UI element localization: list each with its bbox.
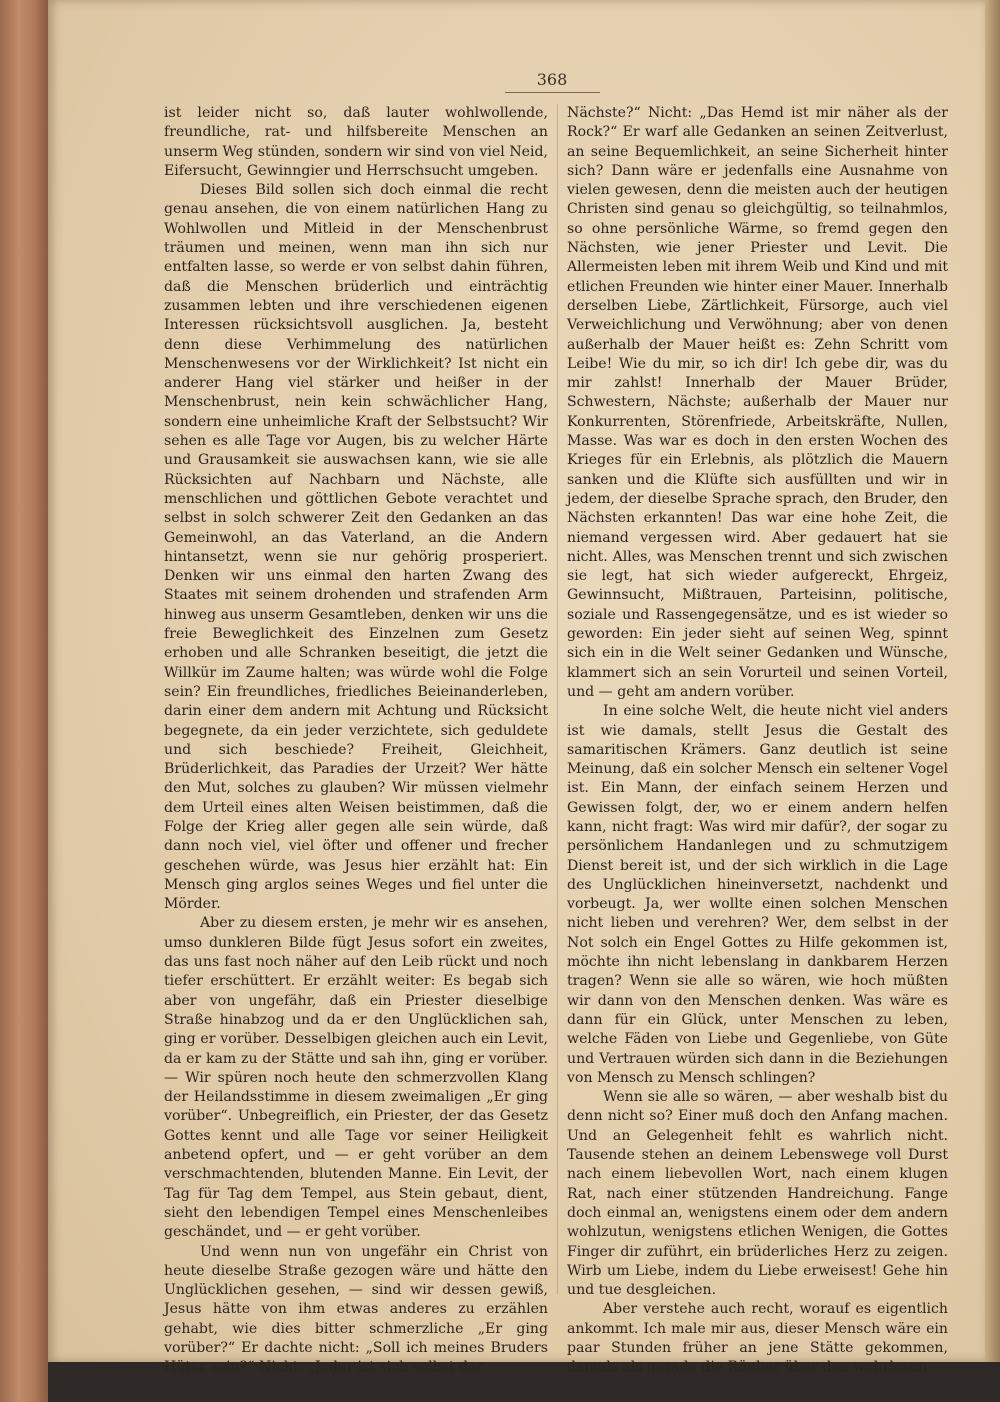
header-rule (505, 92, 600, 93)
paragraph: ist leider nicht so, daß lauter wohlwollende, freundliche, rat- und hilfsbereite Menschen an unserm Weg stünden, sondern wir sind von viel Neid, Eifersucht, Gewinngier und Herrschsucht umgeben. (164, 105, 548, 179)
book-binding (0, 0, 49, 1402)
paragraph: Und wenn nun von ungefähr ein Christ von heute dieselbe Straße gezogen wäre und hätte den Unglücklichen gesehen, — sind wir dessen gewiß, Jesus hätte von ihm etwas anderes zu erzählen gehabt, wie dies bitter schmerzliche „Er ging vorüber?“ Er dachte nicht: „Soll ich meines Bruders Hüter sein?“ Nicht: „Jeder ist sich selbst der (164, 1243, 548, 1376)
paragraph: Wenn sie alle so wären, — aber weshalb bist du denn nicht so? Einer muß doch den Anfang machen. Und an Gelegenheit fehlt es wahrlich nicht. Tausende stehen an deinem Lebenswege voll Durst nach einem liebevollen Wort, nach einem klugen Rat, nach einer stützenden Handreichung. Fange doch einmal an, wenigstens einem oder dem andern wohlzutun, wenigstens etlichen Wenigen, die Gottes Finger dir zuführt, ein brüderliches Herz zu zeigen. Wirb um Liebe, indem du Liebe erweisest! Gehe hin und tue desgleichen. (567, 1089, 948, 1299)
left-column (164, 104, 548, 1378)
column-divider (557, 104, 558, 1294)
paragraph: Aber verstehe auch recht, worauf es eigentlich ankommt. Ich male mir aus, dieser Mensch wäre ein paar Stunden früher an jene Stätte gekommen, damals als gerade die Räuber über den wehrlosen (567, 1301, 948, 1376)
paragraph: Nächste?“ Nicht: „Das Hemd ist mir näher als der Rock?“ Er warf alle Gedanken an seinen Zeitverlust, an seine Bequemlichkeit, an seine Sicherheit hinter sich? Dann wäre er jedenfalls eine Ausnahme von vielen gewesen, denn die meisten auch der heutigen Christen sind genau so gleichgültig, so teilnahmlos, so ohne persönliche Wärme, so fremd gegen den Nächsten, wie jener Priester und Levit. Die Allermeisten leben mit ihrem Weib und Kind und mit etlichen Freunden wie hinter einer Mauer. Innerhalb derselben Liebe, Zärtlichkeit, Fürsorge, auch viel Verweichlichung und Verwöhnung; aber von denen außerhalb der Mauer heißt es: Zehn Schritt vom Leibe! Wie du mir, so ich dir! Ich gebe dir, was du mir zahlst! Innerhalb der Mauer Brüder, Schwestern, Nächste; außerhalb der Mauer nur Konkurrenten, Störenfriede, Arbeitskräfte, Nullen, Masse. Was war es doch in den ersten Wochen des Krieges für ein Erlebnis, als plötzlich die Mauern sanken und die Klüfte sich ausfüllten und wir in jedem, der dieselbe Sprache sprach, den Bruder, den Nächsten erkannten! Das war eine hohe Zeit, die niemand vergessen wird. Aber gedauert hat sie nicht. Alles, was Menschen trennt und sich zwischen sie legt, hat sich wieder aufgereckt, Ehrgeiz, Gewinnsucht, Mißtrauen, Parteisinn, politische, soziale und Rassengegensätze, und es ist wieder so geworden: Ein jeder sieht auf seinen Weg, spinnt sich ein in die Welt seiner Gedanken und Wünsche, klammert sich an sein Vorurteil und seinen Vorteil, und — geht am andern vorüber. (567, 105, 948, 700)
page-edge (985, 0, 1000, 1362)
paragraph: Aber zu diesem ersten, je mehr wir es ansehen, umso dunkleren Bilde fügt Jesus sofort ein zweites, das uns fast noch näher auf den Leib rückt und noch tiefer erschüttert. Er erzählt weiter: Es begab sich aber von ungefähr, daß ein Priester dieselbige Straße hinabzog und da er den Unglücklichen sah, ging er vorüber. Desselbigen gleichen auch ein Levit, da er kam zu der Stätte und sah ihn, ging er vorüber. — Wir spüren noch heute den schmerzvollen Klang der Heilandsstimme in diesem zweimaligen „Er ging vorüber“. Unbegreiflich, ein Priester, der das Gesetz Gottes kennt und alle Tage vor seiner Heiligkeit anbetend opfert, und — er geht vorüber an dem verschmachtenden, blutenden Manne. Ein Levit, der Tag für Tag dem Tempel, aus Stein gebaut, dient, sieht den lebendigen Tempel eines Menschenleibes geschändet, und — er geht vorüber. (164, 915, 548, 1241)
page-number: 368 (536, 70, 568, 89)
paragraph: Dieses Bild sollen sich doch einmal die recht genau ansehen, die von einem natürlichen Hang zu Wohlwollen und Mitleid in der Menschenbrust träumen und meinen, wenn man ihn sich nur entfalten lasse, so werde er von selbst dahin führen, daß die Menschen brüderlich und einträchtig zusammen lebten und ihre verschiedenen eigenen Interessen rücksichtsvoll ausglichen. Ja, besteht denn diese Verhimmelung des natürlichen Menschenwesens vor der Wirklichkeit? Ist nicht ein anderer Hang viel stärker und heißer in der Menschenbrust, nein kein schwächlicher Hang, sondern eine unheimliche Kraft der Selbstsucht? Wir sehen es alle Tage vor Augen, bis zu welcher Härte und Grausamkeit sie auswachsen kann, wie sie alle Rücksichten auf Nachbarn und Nächste, alle menschlichen und göttlichen Gebote verachtet und selbst in solch schwerer Zeit den Gedanken an das Gemeinwohl, an das Vaterland, an die Andern hintansetzt, wenn sie nur gehörig prosperiert. Denken wir uns einmal den harten Zwang des Staates mit seinem drohenden und strafenden Arm hinweg aus unserm Gesamtleben, denken wir uns die freie Beweglichkeit des Einzelnen zum Gesetz erhoben und alle Schranken beseitigt, die jetzt die Willkür im Zaume halten; was würde wohl die Folge sein? Ein freundliches, friedliches Beieinanderleben, darin einer dem andern mit Achtung und Rücksicht begegnete, da ein jeder verzichtete, sich geduldete und sich beschiede? Freiheit, Gleichheit, Brüderlichkeit, das Paradies der Urzeit? Wer hätte den Mut, solches zu glauben? Wir müssen vielmehr dem Urteil eines alten Weisen beistimmen, daß die Folge der Krieg aller gegen alle sein würde, daß dann noch viel, viel öfter und offener und frecher geschehen würde, was Jesus hier erzählt hat: Ein Mensch ging arglos seines Weges und fiel unter die Mörder. (164, 182, 548, 913)
right-column (567, 104, 948, 1378)
paragraph: In eine solche Welt, die heute nicht viel anders ist wie damals, stellt Jesus die Gestalt des samaritischen Krämers. Ganz deutlich ist seine Meinung, daß ein solcher Mensch ein seltener Vogel ist. Ein Mann, der einfach seinem Herzen und Gewissen folgt, der, wo er einem andern helfen kann, nicht fragt: Was wird mir dafür?, der sogar zu persönlichem Handanlegen und zu schmutzigem Dienst bereit ist, und der sich wirklich in die Lage des Unglücklichen hineinversetzt, nachdenkt und vorbeugt. Ja, wer wollte einen solchen Menschen nicht lieben und verehren? Wer, dem selbst in der Not solch ein Engel Gottes zu Hilfe gekommen ist, möchte ihn nicht lebenslang in dankbarem Herzen tragen? Wenn sie alle so wären, wie hoch müßten wir dann von den Menschen denken. Was wäre es dann für ein Glück, unter Menschen zu leben, welche Fäden von Liebe und Gegenliebe, von Güte und Vertrauen würden sich dann in die Beziehungen von Mensch zu Mensch schlingen? (567, 703, 948, 1086)
